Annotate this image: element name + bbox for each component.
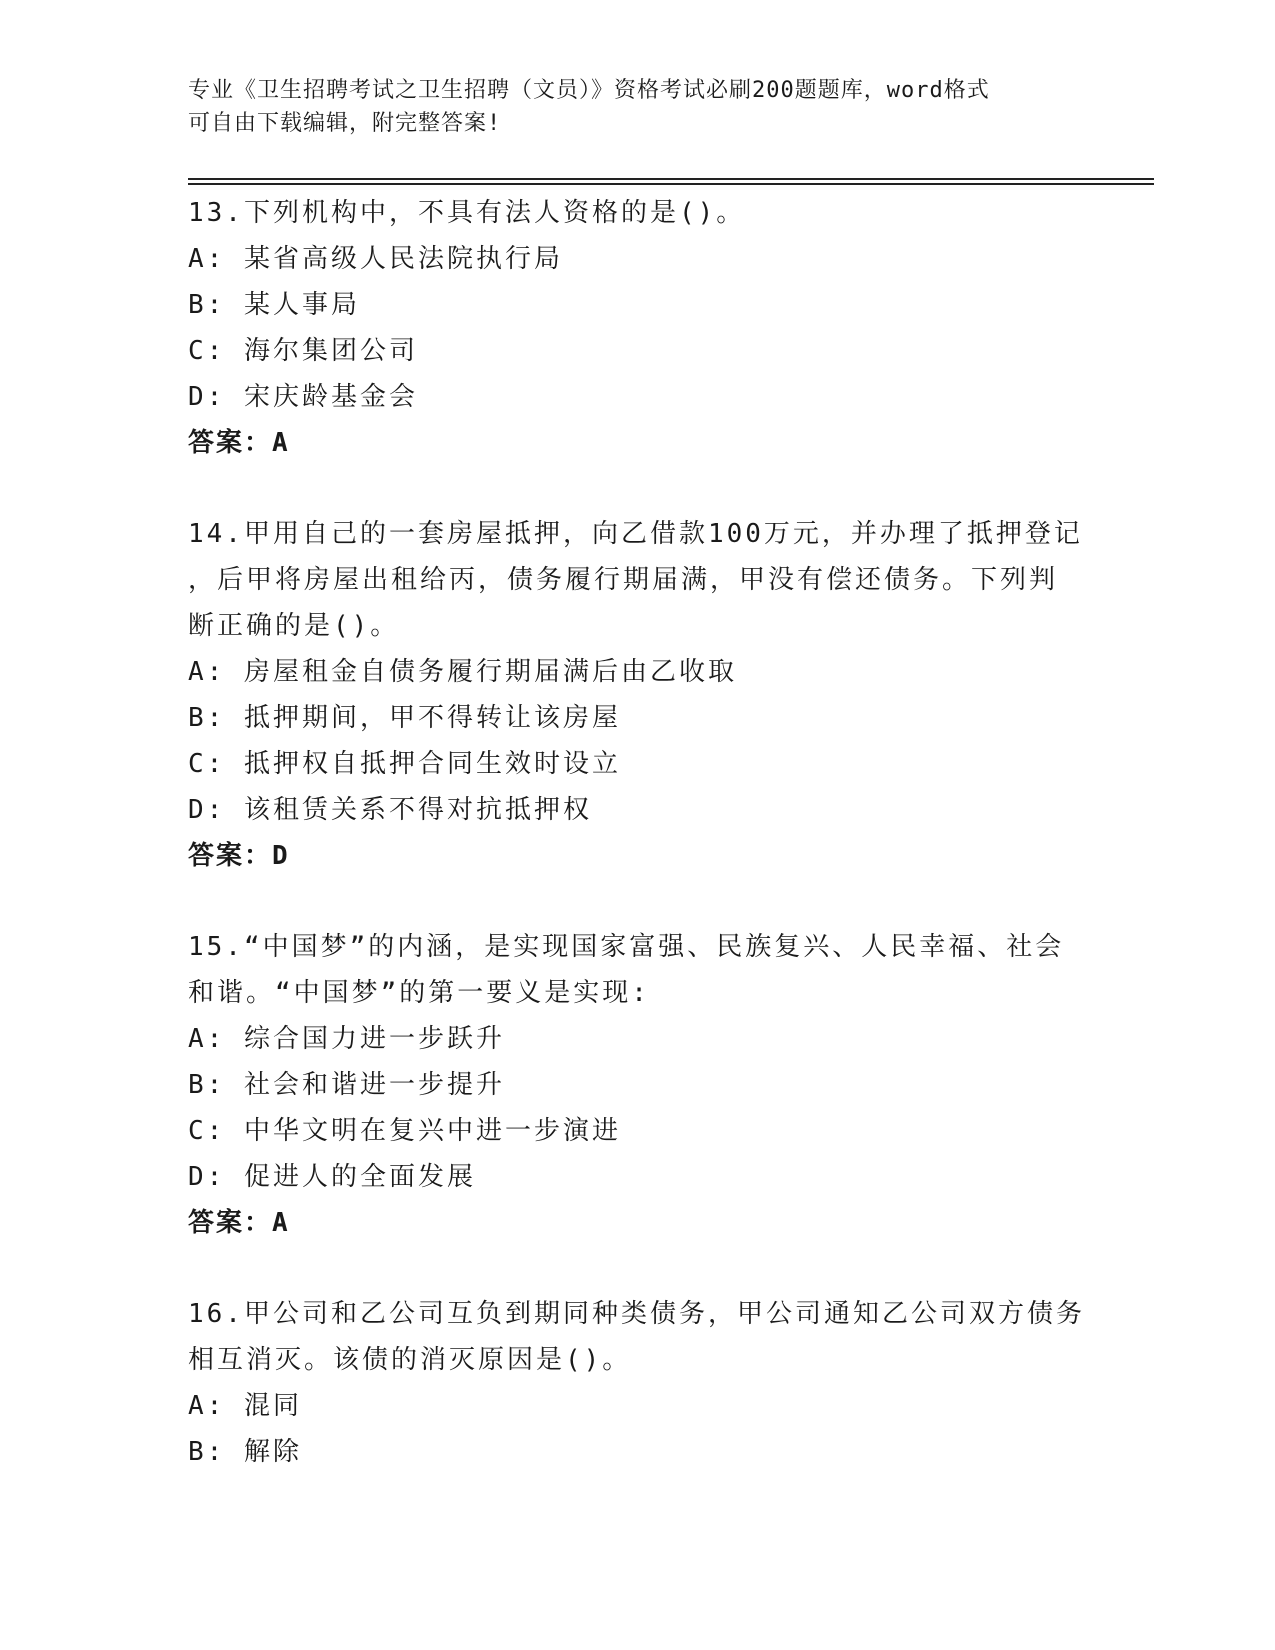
- option-b: B: 解除: [188, 1437, 302, 1467]
- question-stem-line: 13.下列机构中，不具有法人资格的是()。: [188, 198, 746, 228]
- question-list: [188, 190, 1088, 1475]
- option-b: B: 某人事局: [188, 290, 360, 320]
- option-d: D: 该租赁关系不得对抗抵押权: [188, 795, 592, 825]
- question-14: [188, 511, 1088, 879]
- option-c: C: 抵押权自抵押合同生效时设立: [188, 749, 621, 779]
- question-stem-line: 和谐。“中国梦”的第一要义是实现:: [188, 978, 650, 1008]
- question-15: [188, 924, 1088, 1246]
- header-line-1: 专业《卫生招聘考试之卫生招聘（文员）》资格考试必刷200题题库，word格式: [188, 78, 990, 103]
- header-divider-bottom: [188, 183, 1154, 185]
- question-stem-line: ，后甲将房屋出租给丙，债务履行期届满，甲没有偿还债务。下列判: [188, 565, 1059, 595]
- question-13: [188, 190, 1088, 466]
- option-c: C: 海尔集团公司: [188, 336, 418, 366]
- option-b: B: 社会和谐进一步提升: [188, 1070, 505, 1100]
- question-stem-line: 14.甲用自己的一套房屋抵押，向乙借款100万元，并办理了抵押登记: [188, 519, 1083, 549]
- option-b: B: 抵押期间，甲不得转让该房屋: [188, 703, 621, 733]
- option-d: D: 促进人的全面发展: [188, 1162, 476, 1192]
- option-a: A: 综合国力进一步跃升: [188, 1024, 505, 1054]
- header-divider-top: [188, 178, 1154, 180]
- option-d: D: 宋庆龄基金会: [188, 382, 418, 412]
- option-a: A: 混同: [188, 1391, 302, 1421]
- answer-line: 答案：D: [188, 841, 290, 871]
- question-stem-line: 相互消灭。该债的消灭原因是()。: [188, 1345, 632, 1375]
- question-stem-line: 16.甲公司和乙公司互负到期同种类债务，甲公司通知乙公司双方债务: [188, 1299, 1085, 1329]
- answer-line: 答案：A: [188, 428, 290, 458]
- header-line-2: 可自由下载编辑，附完整答案!: [188, 111, 502, 136]
- question-16: [188, 1291, 1088, 1475]
- question-stem-line: 15.“中国梦”的内涵，是实现国家富强、民族复兴、人民幸福、社会: [188, 932, 1065, 962]
- option-a: A: 房屋租金自债务履行期届满后由乙收取: [188, 657, 737, 687]
- option-a: A: 某省高级人民法院执行局: [188, 244, 563, 274]
- question-stem-line: 断正确的是()。: [188, 611, 400, 641]
- document-header: [188, 74, 1068, 140]
- option-c: C: 中华文明在复兴中进一步演进: [188, 1116, 621, 1146]
- answer-line: 答案：A: [188, 1208, 290, 1238]
